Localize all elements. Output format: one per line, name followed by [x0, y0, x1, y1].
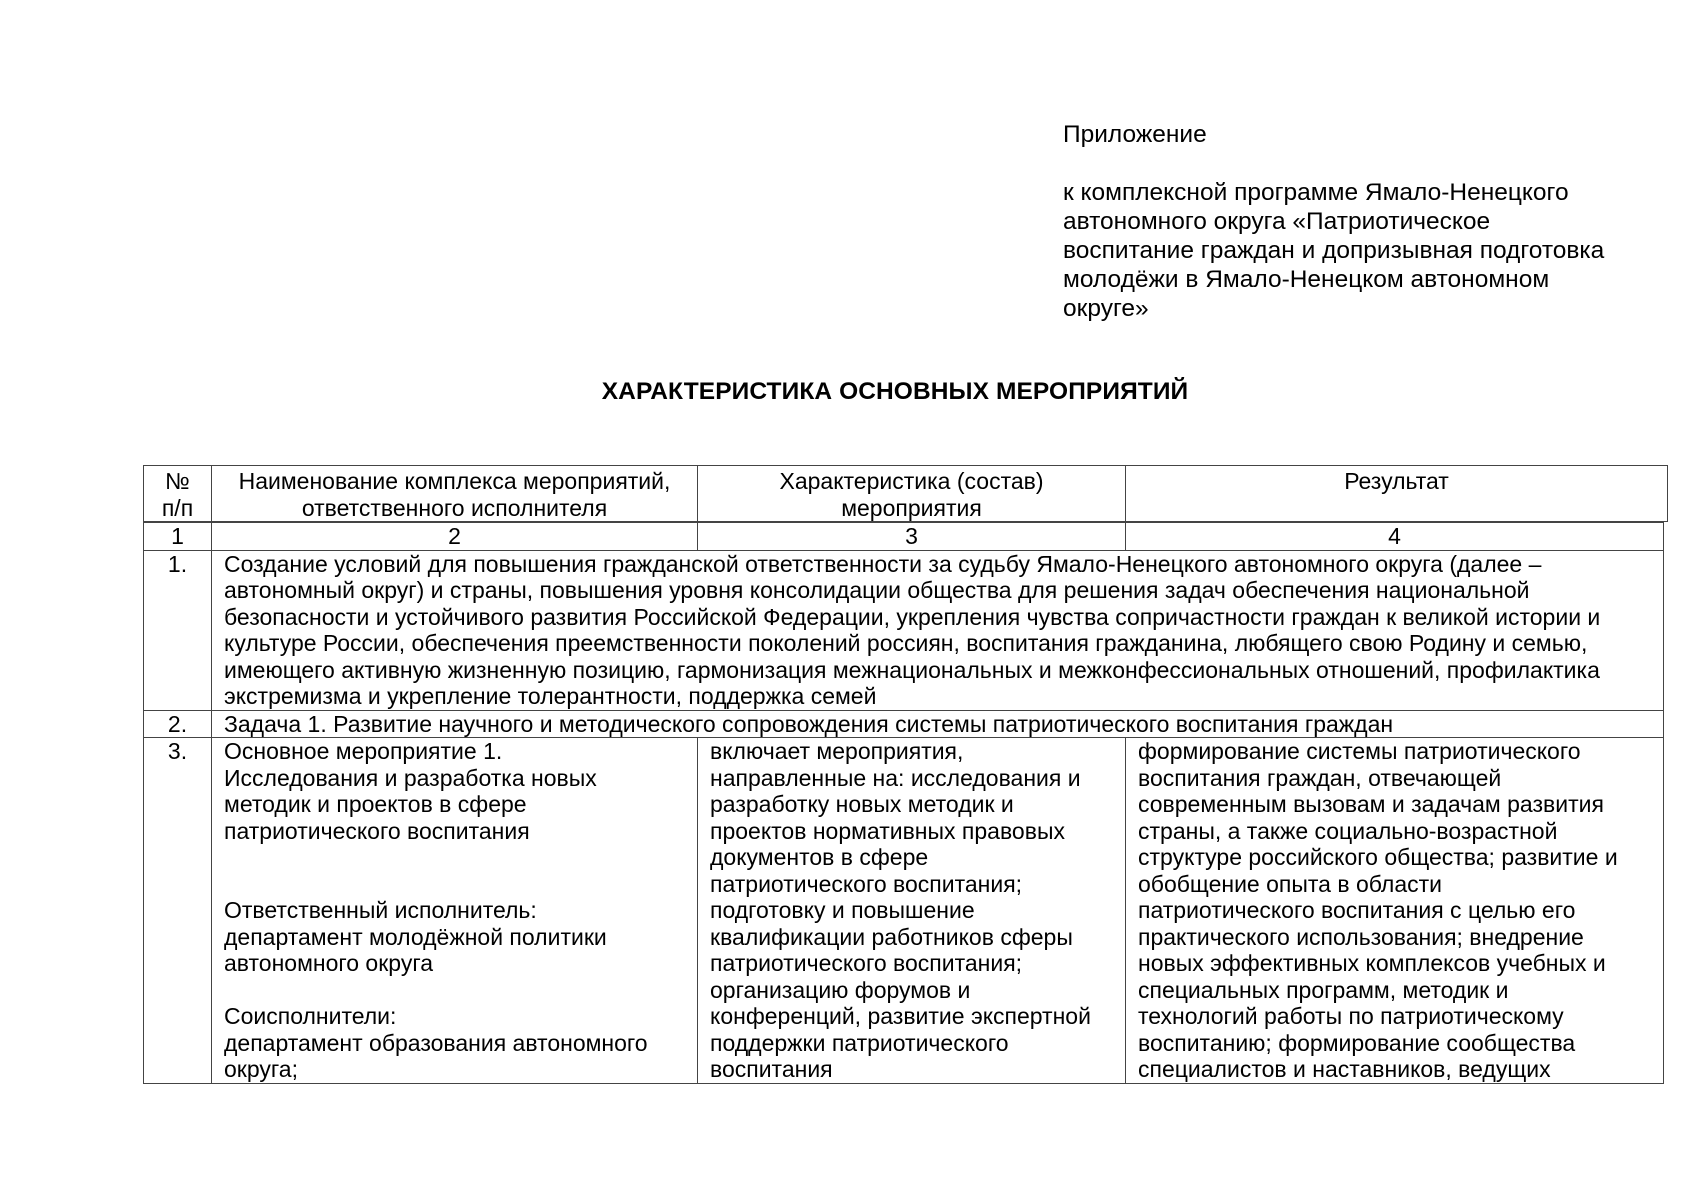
column-number: 1 [144, 523, 212, 551]
table-row [144, 710, 1664, 738]
column-number-row [144, 523, 1664, 551]
table-row [144, 738, 1664, 1084]
row-number: 1. [144, 550, 212, 710]
activity-name: Основное мероприятие 1. Исследования и разработка новых методик и проектов в сфере патриотического воспитания [224, 738, 597, 844]
responsible-executor: Ответственный исполнитель: департамент молодёжной политики автономного округа [224, 897, 607, 976]
header-row [144, 466, 1668, 522]
row-number: 3. [144, 738, 212, 1084]
column-number: 2 [212, 523, 698, 551]
header-name: Наименование комплекса мероприятий, ответственного исполнителя [212, 466, 698, 522]
activity-name-cell [212, 738, 698, 1084]
activity-characteristic: включает мероприятия, направленные на: исследования и разработку новых методик и проектов нормативных правовых документов в сфере патриотического воспитания; подготовку и повышение квалификации работников сферы патриотического воспитания; организацию форумов и конференций, развитие экспертной поддержки патриотического воспитания [698, 738, 1126, 1084]
header-characteristic: Характеристика (состав) мероприятия [698, 466, 1126, 522]
appendix-reference: к комплексной программе Ямало-Ненецкого автономного округа «Патриотическое воспитание граждан и допризывная подготовка молодёжи в Ямало-Ненецком автономном округе» [1063, 179, 1605, 322]
table-header [143, 465, 1668, 522]
header-result: Результат [1126, 466, 1668, 522]
table-row [144, 550, 1664, 710]
task-text: Задача 1. Развитие научного и методического сопровождения системы патриотического воспитания граждан [212, 710, 1664, 738]
header-number: № п/п [144, 466, 212, 522]
co-executors: Соисполнители: департамент образования автономного округа; [224, 1003, 648, 1082]
activity-result: формирование системы патриотического воспитания граждан, отвечающей современным вызовам и задачам развития страны, а также социально-возрастной структуре российского общества; развитие и обобщение опыта в области патриотического воспитания с целью его практического использования; внедрение новых эффективных комплексов учебных и специальных программ, методик и технологий работы по патриотическому воспитанию; формирование сообщества специалистов и наставников, ведущих [1126, 738, 1664, 1084]
appendix-note [1063, 120, 1663, 323]
column-number: 4 [1126, 523, 1664, 551]
appendix-heading: Приложение [1063, 121, 1207, 148]
row-number: 2. [144, 710, 212, 738]
column-number: 3 [698, 523, 1126, 551]
activities-table [143, 522, 1664, 1084]
document-title: ХАРАКТЕРИСТИКА ОСНОВНЫХ МЕРОПРИЯТИЙ [601, 378, 1189, 405]
goal-text: Создание условий для повышения гражданской ответственности за судьбу Ямало-Ненецкого автономного округа (далее – автономный округ) и страны, повышения уровня консолидации общества для решения задач обеспечения национальной безопасности и устойчивого развития Российской Федерации, укрепления чувства сопричастности граждан к великой истории и культуре России, обеспечения преемственности поколений россиян, воспитания гражданина, любящего свою Родину и семью, имеющего активную жизненную позицию, гармонизация межнациональных и межконфессиональных отношений, профилактика экстремизма и укрепление толерантности, поддержка семей [212, 550, 1664, 710]
